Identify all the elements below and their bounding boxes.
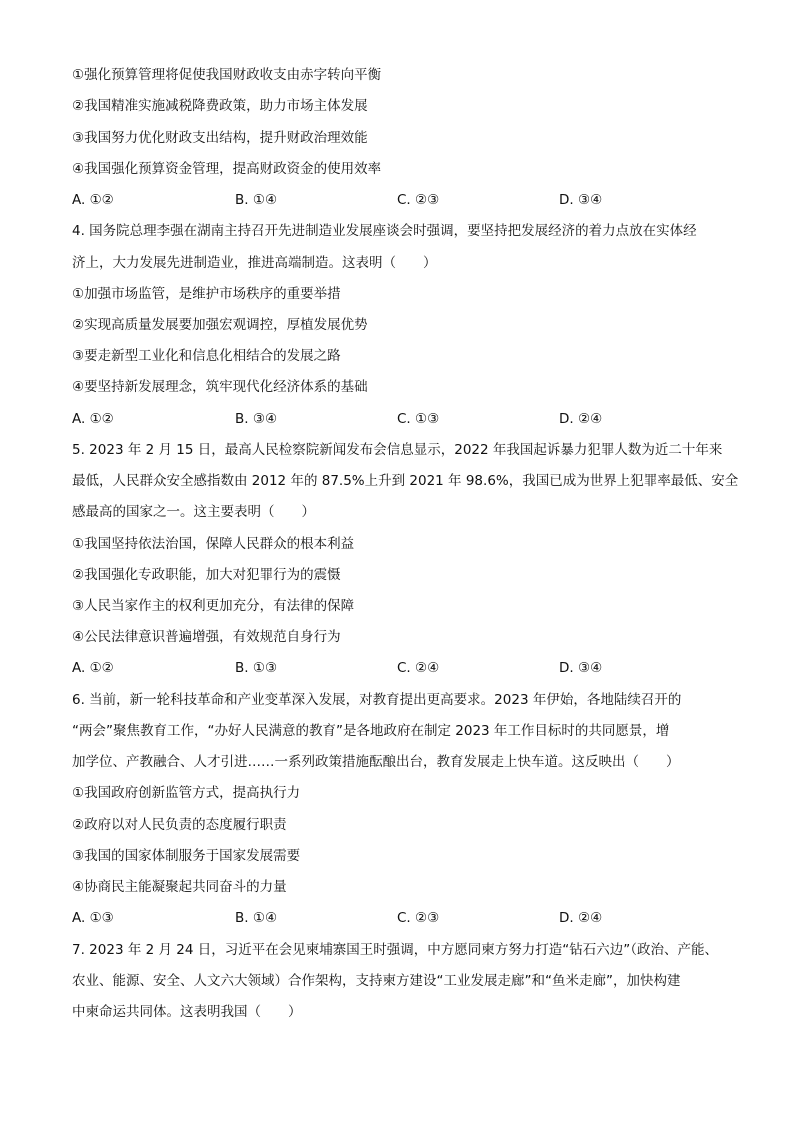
choice-item: ③人民当家作主的权利更加充分，有法律的保障 bbox=[72, 598, 355, 614]
option-a: A. ①② bbox=[72, 411, 114, 427]
question-4-stem: 4. 国务院总理李强在湖南主持召开先进制造业发展座谈会时强调，要坚持把发展经济的着力点放在实体经 bbox=[72, 223, 697, 239]
option-b: B. ①③ bbox=[235, 660, 278, 676]
question-7-stem: 中柬命运共同体。这表明我国（ ） bbox=[72, 1004, 302, 1020]
choice-item: ①我国政府创新监管方式，提高执行力 bbox=[72, 785, 301, 801]
question-5-stem: 5. 2023 年 2 月 15 日，最高人民检察院新闻发布会信息显示，2022 年我国起诉暴力犯罪人数为近二十年来 bbox=[72, 442, 723, 458]
choice-item: ③要走新型工业化和信息化相结合的发展之路 bbox=[72, 348, 341, 364]
question-7-stem: 农业、能源、安全、人文六大领域）合作架构，支持柬方建设“工业发展走廊”和“鱼米走廊”，加快构建 bbox=[72, 973, 681, 989]
option-a: A. ①② bbox=[72, 660, 114, 676]
option-c: C. ①③ bbox=[397, 411, 440, 427]
choice-item: ①强化预算管理将促使我国财政收支由赤字转向平衡 bbox=[72, 67, 382, 83]
choice-item: ②我国强化专政职能，加大对犯罪行为的震慑 bbox=[72, 567, 341, 583]
choice-item: ③我国的国家体制服务于国家发展需要 bbox=[72, 848, 301, 864]
option-b: B. ③④ bbox=[235, 411, 278, 427]
option-a: A. ①③ bbox=[72, 910, 114, 926]
choice-item: ②实现高质量发展要加强宏观调控，厚植发展优势 bbox=[72, 317, 368, 333]
choice-item: ④协商民主能凝聚起共同奋斗的力量 bbox=[72, 879, 287, 895]
question-7-stem: 7. 2023 年 2 月 24 日，习近平在会见柬埔寨国王时强调，中方愿同柬方努力打造“钻石六边”（政治、产能、 bbox=[72, 942, 718, 958]
option-a: A. ①② bbox=[72, 192, 114, 208]
choice-item: ④要坚持新发展理念，筑牢现代化经济体系的基础 bbox=[72, 379, 368, 395]
choice-item: ①加强市场监管，是维护市场秩序的重要举措 bbox=[72, 286, 341, 302]
option-b: B. ①④ bbox=[235, 192, 278, 208]
option-d: D. ③④ bbox=[559, 660, 603, 676]
question-4-stem: 济上，大力发展先进制造业，推进高端制造。这表明（ ） bbox=[72, 255, 437, 271]
question-5-stem: 最低，人民群众安全感指数由 2012 年的 87.5%上升到 2021 年 98.6%，我国已成为世界上犯罪率最低、安全 bbox=[72, 473, 739, 489]
choice-item: ②政府以对人民负责的态度履行职责 bbox=[72, 817, 287, 833]
choice-item: ③我国努力优化财政支出结构，提升财政治理效能 bbox=[72, 130, 368, 146]
option-d: D. ③④ bbox=[559, 192, 603, 208]
option-c: C. ②④ bbox=[397, 660, 440, 676]
option-d: D. ②④ bbox=[559, 411, 603, 427]
question-6-stem: 6. 当前，新一轮科技革命和产业变革深入发展，对教育提出更高要求。2023 年伊始，各地陆续召开的 bbox=[72, 692, 682, 708]
question-6-stem: 加学位、产教融合、人才引进……一系列政策措施酝酿出台，教育发展走上快车道。这反映出（ ） bbox=[72, 754, 680, 770]
option-c: C. ②③ bbox=[397, 910, 440, 926]
option-c: C. ②③ bbox=[397, 192, 440, 208]
choice-item: ④公民法律意识普遍增强，有效规范自身行为 bbox=[72, 629, 341, 645]
choice-item: ①我国坚持依法治国，保障人民群众的根本利益 bbox=[72, 536, 355, 552]
choice-item: ②我国精准实施减税降费政策，助力市场主体发展 bbox=[72, 98, 368, 114]
question-5-stem: 感最高的国家之一。这主要表明（ ） bbox=[72, 504, 315, 520]
option-d: D. ②④ bbox=[559, 910, 603, 926]
choice-item: ④我国强化预算资金管理，提高财政资金的使用效率 bbox=[72, 161, 382, 177]
option-b: B. ①④ bbox=[235, 910, 278, 926]
question-6-stem: “两会”聚焦教育工作，“办好人民满意的教育”是各地政府在制定 2023 年工作目标时的共同愿景，增 bbox=[72, 723, 670, 739]
